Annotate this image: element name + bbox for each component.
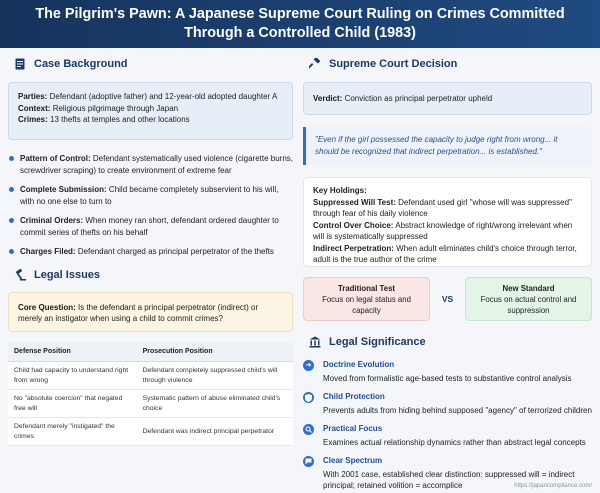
- hammer-icon: [309, 58, 321, 70]
- crimes-text: 13 thefts at temples and other locations: [50, 115, 190, 124]
- significance-item-title: Clear Spectrum: [323, 456, 383, 465]
- table-row: [8, 390, 293, 418]
- core-question-text: Is the defendant a principal perpetrator (indirect) or merely an instigator when using a child to commit crimes?: [18, 302, 259, 323]
- bullet-text: Defendant systematically used violence (cigarette burns, screwdriver scraping) to create environment of extreme fear: [20, 154, 294, 175]
- bullet-label: Pattern of Control:: [20, 154, 91, 163]
- list-item: [8, 153, 293, 176]
- new-standard-title: New Standard: [502, 283, 555, 293]
- holding-text: Defendant used girl "whose will was suppressed" through fear of his daily violence: [313, 197, 572, 218]
- right-column: [303, 56, 592, 493]
- significance-item-title: Child Protection: [323, 392, 385, 401]
- legal-issues-heading: [14, 267, 293, 283]
- table-cell: No "absolute coercion" that negated free will: [8, 390, 137, 418]
- case-facts-box: [8, 82, 293, 140]
- decision-heading: [309, 56, 592, 72]
- case-background-title: Case Background: [34, 58, 128, 70]
- case-background-heading: [14, 56, 293, 72]
- significance-title: Legal Significance: [329, 336, 426, 348]
- list-item: [303, 423, 592, 448]
- holding-label: Control Over Choice:: [313, 220, 394, 230]
- bullet-text: When money ran short, defendant ordered daughter to commit series of thefts on his behalf: [20, 216, 279, 237]
- test-comparison: [303, 277, 592, 321]
- table-row: [8, 362, 293, 390]
- verdict-box: [303, 82, 592, 115]
- significance-item-text: Examines actual relationship dynamics rather than abstract legal concepts: [323, 437, 586, 447]
- arrow-right-icon: ➜: [303, 360, 314, 371]
- significance-item-title: Practical Focus: [323, 424, 383, 433]
- list-item: [8, 184, 293, 207]
- core-question-box: [8, 292, 293, 332]
- shield-icon: [303, 392, 314, 403]
- table-header-row: [8, 342, 293, 362]
- parties-label: Parties:: [18, 92, 48, 101]
- significance-item-text: With 2001 case, established clear distinction: suppressed will = indirect principal; retained volition = accomplice: [323, 469, 575, 490]
- table-cell: Defendant was indirect principal perpetrator: [137, 418, 293, 446]
- table-cell: Defendant merely "instigated" the crimes: [8, 418, 137, 446]
- search-icon: [303, 424, 314, 435]
- list-item: [8, 246, 293, 258]
- holding-label: Suppressed Will Test:: [313, 197, 396, 207]
- table-cell: Defendant completely suppressed child's will through violence: [137, 362, 293, 390]
- page-title: The Pilgrim's Pawn: A Japanese Supreme Court Ruling on Crimes Committed Through a Controlled Child (1983): [35, 6, 565, 41]
- traditional-test-card: [303, 277, 430, 321]
- significance-heading: [309, 334, 592, 350]
- bullet-text: Child became completely subservient to his will, with no one else to turn to: [20, 185, 279, 206]
- page-header: [0, 0, 600, 48]
- significance-item-text: Moved from formalistic age-based tests to substantive control analysis: [323, 373, 572, 383]
- significance-item-text: Prevents adults from hiding behind supposed "agency" of terrorized children: [323, 405, 592, 415]
- new-standard-text: Focus on actual control and suppression: [480, 294, 577, 315]
- significance-list: [303, 359, 592, 492]
- courthouse-icon: [309, 336, 321, 348]
- background-list: [8, 153, 293, 258]
- traditional-test-title: Traditional Test: [337, 283, 396, 293]
- document-icon: [14, 58, 26, 70]
- positions-table: [8, 342, 293, 447]
- table-row: [8, 418, 293, 446]
- verdict-text: Conviction as principal perpetrator upheld: [344, 94, 493, 103]
- legal-issues-title: Legal Issues: [34, 268, 101, 281]
- holding-text: When adult eliminates child's choice through terror, adult is the true author of the crime: [313, 243, 577, 264]
- left-column: [8, 56, 293, 446]
- context-label: Context:: [18, 103, 51, 113]
- new-standard-card: [465, 277, 592, 321]
- list-item: [303, 391, 592, 416]
- prosecution-header: Prosecution Position: [137, 342, 293, 362]
- footer-url[interactable]: https://japancompliance.com/: [514, 483, 592, 489]
- holding-label: Indirect Perpetration:: [313, 243, 394, 253]
- court-quote: [303, 127, 592, 165]
- context-text: Religious pilgrimage through Japan: [52, 103, 179, 113]
- parties-text: Defendant (adoptive father) and 12-year-old adopted daughter A: [49, 92, 278, 101]
- bullet-label: Charges Filed:: [20, 247, 76, 256]
- list-item: [8, 215, 293, 238]
- verdict-label: Verdict:: [313, 94, 343, 103]
- significance-item-title: Doctrine Evolution: [323, 360, 395, 369]
- bullet-label: Criminal Orders:: [20, 216, 84, 225]
- core-question-label: Core Question:: [18, 302, 76, 312]
- bullet-text: Defendant charged as principal perpetrator of the thefts: [77, 247, 274, 256]
- defense-header: Defense Position: [8, 342, 137, 362]
- table-cell: Systematic pattern of abuse eliminated child's choice: [137, 390, 293, 418]
- decision-title: Supreme Court Decision: [329, 58, 458, 70]
- chat-icon: [303, 456, 314, 467]
- key-holdings-box: [303, 177, 592, 267]
- holdings-title: Key Holdings:: [313, 186, 367, 195]
- vs-label: VS: [441, 294, 454, 304]
- quote-text: "Even if the girl possessed the capacity to judge right from wrong... it should be recognized that indirect perpetration... is established.": [315, 135, 558, 156]
- list-item: [303, 359, 592, 384]
- bullet-label: Complete Submission:: [20, 185, 107, 194]
- table-cell: Child had capacity to understand right from wrong: [8, 362, 137, 390]
- holding-text: Abstract knowledge of right/wrong irrelevant when will is systematically suppressed: [313, 220, 573, 241]
- gavel-icon: [14, 269, 26, 281]
- crimes-label: Crimes:: [18, 115, 48, 124]
- traditional-test-text: Focus on legal status and capacity: [322, 294, 411, 315]
